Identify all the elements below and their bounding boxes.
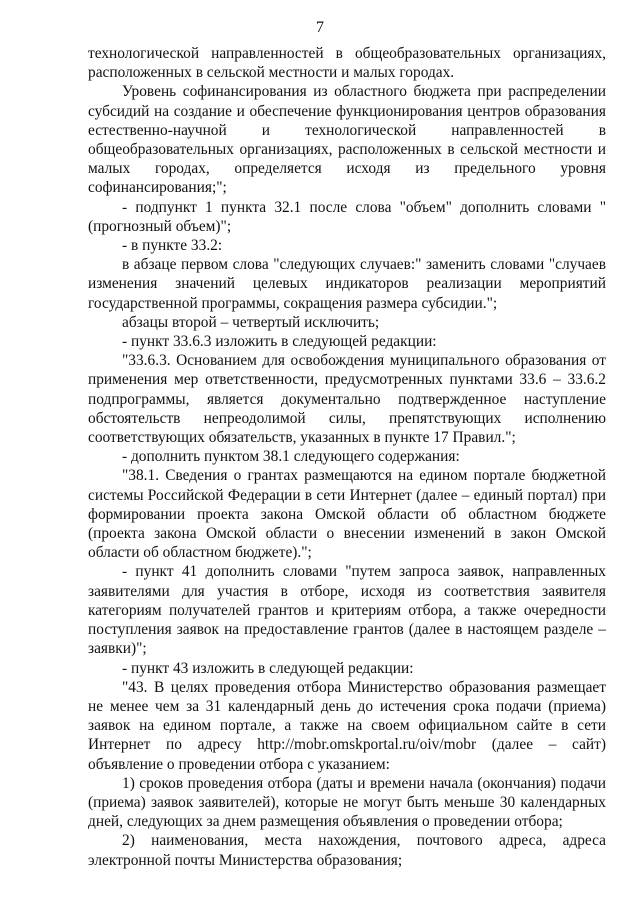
paragraph-point-43-text: "43. В целях проведения отбора Министерство образования размещает не менее чем за 31 календарный день до истечения срока подачи (приема) заявок на едином портале, а также на своем официальном сайте в сети Интернет по адресу http://mobr.omskportal.ru/oiv/mobr (далее – сайт) объявление о проведении отбора с указанием: (88, 678, 606, 773)
paragraph-point-33-2: - в пункте 33.2: (122, 237, 223, 255)
paragraph-abzacy-exclude: абзацы второй – четвертый исключить; (122, 313, 380, 331)
document-body (88, 44, 606, 870)
paragraph-subpoint-32-1: - подпункт 1 пункта 32.1 после слова "объем" дополнить словами "(прогнозный объем)"; (88, 198, 606, 235)
paragraph-point-33-6-3-text: "33.6.3. Основанием для освобождения муниципального образования от применения мер ответственности, предусмотренных пунктами 33.6 – 33.6.2 подпрограммы, является документально подтвержденное наступление обстоятельств непреодолимой силы, препятствующих исполнению соответствующих обязательств, указанных в пункте 17 Правил."; (88, 352, 606, 447)
paragraph-list-item-1: 1) сроков проведения отбора (даты и времени начала (окончания) подачи (приема) заявок заявителей), которые не могут быть меньше 30 календарных дней, следующих за днем размещения объявления о проведении отбора; (88, 774, 606, 831)
paragraph-point-41-add: - пункт 41 дополнить словами "путем запроса заявок, направленных заявителями для участия в отборе, исходя из соответствия заявителя категориям получателей грантов и критериям отбора, а также очередности поступления заявок на предоставление грантов (далее в настоящем разделе – заявки)"; (88, 563, 606, 658)
paragraph-point-38-1-text: "38.1. Сведения о грантах размещаются на едином портале бюджетной системы Российской Федерации в сети Интернет (далее – единый портал) при формировании проекта закона Омской области об областном бюджете (проекта закона Омской области о внесении изменений в закон Омской области об областном бюджете)."; (88, 467, 606, 562)
page-number: 7 (316, 19, 324, 36)
paragraph-cofinancing-level: Уровень софинансирования из областного бюджета при распределении субсидий на создание и обеспечение функционирования центров образования естественно-научной и технологической направленностей в общеобразовательных организациях, расположенных в сельской местности и малых городах, определяется исходя из предельного уровня софинансирования;"; (88, 83, 606, 197)
paragraph-point-33-6-3-intro: - пункт 33.6.3 изложить в следующей редакции: (122, 333, 437, 351)
paragraph-list-item-2: 2) наименования, места нахождения, почтового адреса, адреса электронной почты Министерства образования; (88, 832, 606, 869)
paragraph-continuation: технологической направленностей в общеобразовательных организациях, расположенных в сельской местности и малых городах. (88, 45, 606, 82)
paragraph-point-43-intro: - пункт 43 изложить в следующей редакции: (122, 659, 414, 677)
paragraph-add-38-1: - дополнить пунктом 38.1 следующего содержания: (122, 448, 460, 466)
paragraph-first-abzac-replace: в абзаце первом слова "следующих случаев:" заменить словами "случаев изменения значений целевых индикаторов реализации мероприятий государственной программы, сокращения размера субсидии."; (88, 256, 606, 312)
